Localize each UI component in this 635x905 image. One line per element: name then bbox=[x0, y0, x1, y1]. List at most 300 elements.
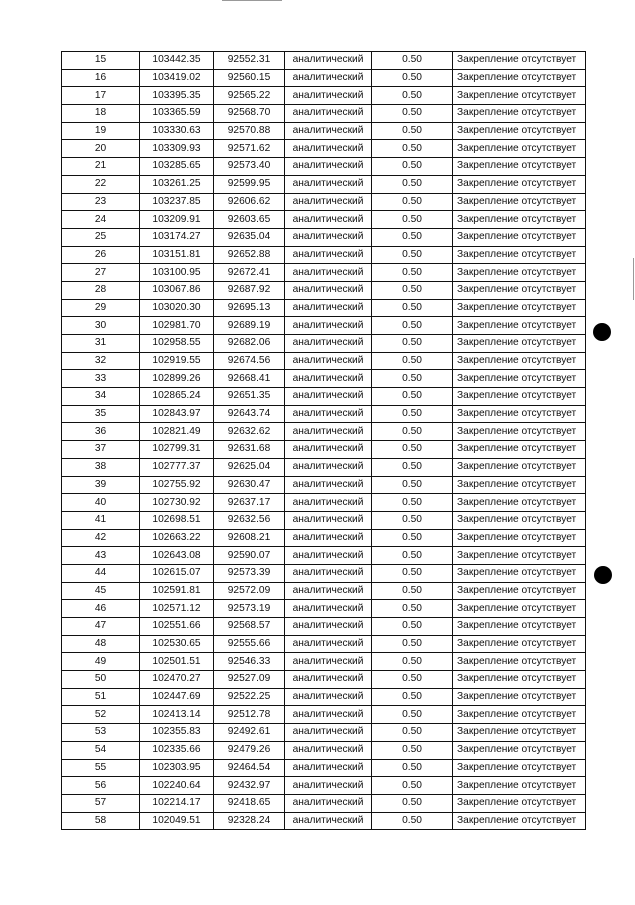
point-number-cell: 32 bbox=[62, 352, 140, 370]
accuracy-cell: 0.50 bbox=[372, 246, 453, 264]
method-cell: аналитический bbox=[285, 370, 372, 388]
accuracy-cell: 0.50 bbox=[372, 547, 453, 565]
fixing-description-cell: Закрепление отсутствует bbox=[453, 175, 586, 193]
fixing-description-cell: Закрепление отсутствует bbox=[453, 706, 586, 724]
method-cell: аналитический bbox=[285, 388, 372, 406]
scan-mark-top bbox=[222, 0, 282, 2]
fixing-description-cell: Закрепление отсутствует bbox=[453, 564, 586, 582]
fixing-description-cell: Закрепление отсутствует bbox=[453, 777, 586, 795]
method-cell: аналитический bbox=[285, 564, 372, 582]
table-row bbox=[62, 476, 586, 494]
x-coordinate-cell: 102958.55 bbox=[140, 335, 214, 353]
method-cell: аналитический bbox=[285, 724, 372, 742]
accuracy-cell: 0.50 bbox=[372, 193, 453, 211]
point-number-cell: 51 bbox=[62, 688, 140, 706]
y-coordinate-cell: 92689.19 bbox=[214, 317, 285, 335]
accuracy-cell: 0.50 bbox=[372, 405, 453, 423]
table-row bbox=[62, 405, 586, 423]
accuracy-cell: 0.50 bbox=[372, 741, 453, 759]
method-cell: аналитический bbox=[285, 511, 372, 529]
point-number-cell: 15 bbox=[62, 52, 140, 70]
x-coordinate-cell: 102214.17 bbox=[140, 794, 214, 812]
method-cell: аналитический bbox=[285, 688, 372, 706]
point-number-cell: 33 bbox=[62, 370, 140, 388]
accuracy-cell: 0.50 bbox=[372, 618, 453, 636]
y-coordinate-cell: 92555.66 bbox=[214, 635, 285, 653]
accuracy-cell: 0.50 bbox=[372, 653, 453, 671]
table-row bbox=[62, 529, 586, 547]
y-coordinate-cell: 92565.22 bbox=[214, 87, 285, 105]
point-number-cell: 21 bbox=[62, 158, 140, 176]
accuracy-cell: 0.50 bbox=[372, 317, 453, 335]
accuracy-cell: 0.50 bbox=[372, 228, 453, 246]
point-number-cell: 17 bbox=[62, 87, 140, 105]
y-coordinate-cell: 92695.13 bbox=[214, 299, 285, 317]
table-row bbox=[62, 193, 586, 211]
table-row bbox=[62, 653, 586, 671]
accuracy-cell: 0.50 bbox=[372, 122, 453, 140]
accuracy-cell: 0.50 bbox=[372, 671, 453, 689]
point-number-cell: 47 bbox=[62, 618, 140, 636]
table-body bbox=[62, 52, 586, 830]
x-coordinate-cell: 102821.49 bbox=[140, 423, 214, 441]
method-cell: аналитический bbox=[285, 405, 372, 423]
x-coordinate-cell: 102643.08 bbox=[140, 547, 214, 565]
fixing-description-cell: Закрепление отсутствует bbox=[453, 299, 586, 317]
y-coordinate-cell: 92570.88 bbox=[214, 122, 285, 140]
table-row bbox=[62, 564, 586, 582]
table-row bbox=[62, 299, 586, 317]
table-row bbox=[62, 600, 586, 618]
table-row bbox=[62, 140, 586, 158]
table-row bbox=[62, 335, 586, 353]
y-coordinate-cell: 92527.09 bbox=[214, 671, 285, 689]
fixing-description-cell: Закрепление отсутствует bbox=[453, 140, 586, 158]
y-coordinate-cell: 92546.33 bbox=[214, 653, 285, 671]
fixing-description-cell: Закрепление отсутствует bbox=[453, 582, 586, 600]
y-coordinate-cell: 92522.25 bbox=[214, 688, 285, 706]
x-coordinate-cell: 102501.51 bbox=[140, 653, 214, 671]
accuracy-cell: 0.50 bbox=[372, 299, 453, 317]
x-coordinate-cell: 103309.93 bbox=[140, 140, 214, 158]
point-number-cell: 30 bbox=[62, 317, 140, 335]
method-cell: аналитический bbox=[285, 441, 372, 459]
y-coordinate-cell: 92573.19 bbox=[214, 600, 285, 618]
table-row bbox=[62, 671, 586, 689]
x-coordinate-cell: 102899.26 bbox=[140, 370, 214, 388]
accuracy-cell: 0.50 bbox=[372, 105, 453, 123]
fixing-description-cell: Закрепление отсутствует bbox=[453, 281, 586, 299]
point-number-cell: 20 bbox=[62, 140, 140, 158]
y-coordinate-cell: 92492.61 bbox=[214, 724, 285, 742]
method-cell: аналитический bbox=[285, 228, 372, 246]
method-cell: аналитический bbox=[285, 777, 372, 795]
fixing-description-cell: Закрепление отсутствует bbox=[453, 370, 586, 388]
y-coordinate-cell: 92418.65 bbox=[214, 794, 285, 812]
y-coordinate-cell: 92599.95 bbox=[214, 175, 285, 193]
fixing-description-cell: Закрепление отсутствует bbox=[453, 388, 586, 406]
method-cell: аналитический bbox=[285, 653, 372, 671]
y-coordinate-cell: 92572.09 bbox=[214, 582, 285, 600]
y-coordinate-cell: 92432.97 bbox=[214, 777, 285, 795]
fixing-description-cell: Закрепление отсутствует bbox=[453, 618, 586, 636]
fixing-description-cell: Закрепление отсутствует bbox=[453, 724, 586, 742]
x-coordinate-cell: 103365.59 bbox=[140, 105, 214, 123]
scan-mark-edge bbox=[633, 258, 634, 300]
fixing-description-cell: Закрепление отсутствует bbox=[453, 335, 586, 353]
fixing-description-cell: Закрепление отсутствует bbox=[453, 688, 586, 706]
table-row bbox=[62, 724, 586, 742]
y-coordinate-cell: 92682.06 bbox=[214, 335, 285, 353]
accuracy-cell: 0.50 bbox=[372, 175, 453, 193]
fixing-description-cell: Закрепление отсутствует bbox=[453, 794, 586, 812]
y-coordinate-cell: 92512.78 bbox=[214, 706, 285, 724]
fixing-description-cell: Закрепление отсутствует bbox=[453, 759, 586, 777]
y-coordinate-cell: 92608.21 bbox=[214, 529, 285, 547]
x-coordinate-cell: 102413.14 bbox=[140, 706, 214, 724]
y-coordinate-cell: 92479.26 bbox=[214, 741, 285, 759]
x-coordinate-cell: 102698.51 bbox=[140, 511, 214, 529]
point-number-cell: 19 bbox=[62, 122, 140, 140]
table-row bbox=[62, 759, 586, 777]
point-number-cell: 28 bbox=[62, 281, 140, 299]
point-number-cell: 24 bbox=[62, 211, 140, 229]
y-coordinate-cell: 92571.62 bbox=[214, 140, 285, 158]
table-row bbox=[62, 281, 586, 299]
fixing-description-cell: Закрепление отсутствует bbox=[453, 494, 586, 512]
x-coordinate-cell: 103442.35 bbox=[140, 52, 214, 70]
x-coordinate-cell: 103100.95 bbox=[140, 264, 214, 282]
accuracy-cell: 0.50 bbox=[372, 777, 453, 795]
fixing-description-cell: Закрепление отсутствует bbox=[453, 193, 586, 211]
accuracy-cell: 0.50 bbox=[372, 52, 453, 70]
accuracy-cell: 0.50 bbox=[372, 724, 453, 742]
fixing-description-cell: Закрепление отсутствует bbox=[453, 441, 586, 459]
point-number-cell: 56 bbox=[62, 777, 140, 795]
accuracy-cell: 0.50 bbox=[372, 87, 453, 105]
method-cell: аналитический bbox=[285, 706, 372, 724]
accuracy-cell: 0.50 bbox=[372, 352, 453, 370]
y-coordinate-cell: 92631.68 bbox=[214, 441, 285, 459]
x-coordinate-cell: 102335.66 bbox=[140, 741, 214, 759]
table-row bbox=[62, 228, 586, 246]
accuracy-cell: 0.50 bbox=[372, 458, 453, 476]
accuracy-cell: 0.50 bbox=[372, 158, 453, 176]
point-number-cell: 22 bbox=[62, 175, 140, 193]
fixing-description-cell: Закрепление отсутствует bbox=[453, 246, 586, 264]
method-cell: аналитический bbox=[285, 317, 372, 335]
y-coordinate-cell: 92651.35 bbox=[214, 388, 285, 406]
method-cell: аналитический bbox=[285, 618, 372, 636]
point-number-cell: 23 bbox=[62, 193, 140, 211]
accuracy-cell: 0.50 bbox=[372, 423, 453, 441]
y-coordinate-cell: 92652.88 bbox=[214, 246, 285, 264]
table-row bbox=[62, 52, 586, 70]
y-coordinate-cell: 92635.04 bbox=[214, 228, 285, 246]
method-cell: аналитический bbox=[285, 741, 372, 759]
table-row bbox=[62, 388, 586, 406]
point-number-cell: 34 bbox=[62, 388, 140, 406]
table-row bbox=[62, 494, 586, 512]
method-cell: аналитический bbox=[285, 671, 372, 689]
method-cell: аналитический bbox=[285, 52, 372, 70]
point-number-cell: 55 bbox=[62, 759, 140, 777]
method-cell: аналитический bbox=[285, 122, 372, 140]
accuracy-cell: 0.50 bbox=[372, 564, 453, 582]
fixing-description-cell: Закрепление отсутствует bbox=[453, 317, 586, 335]
fixing-description-cell: Закрепление отсутствует bbox=[453, 52, 586, 70]
fixing-description-cell: Закрепление отсутствует bbox=[453, 635, 586, 653]
point-number-cell: 36 bbox=[62, 423, 140, 441]
method-cell: аналитический bbox=[285, 458, 372, 476]
fixing-description-cell: Закрепление отсутствует bbox=[453, 653, 586, 671]
table-row bbox=[62, 812, 586, 830]
point-number-cell: 35 bbox=[62, 405, 140, 423]
x-coordinate-cell: 102843.97 bbox=[140, 405, 214, 423]
x-coordinate-cell: 103285.65 bbox=[140, 158, 214, 176]
method-cell: аналитический bbox=[285, 299, 372, 317]
x-coordinate-cell: 103209.91 bbox=[140, 211, 214, 229]
y-coordinate-cell: 92328.24 bbox=[214, 812, 285, 830]
x-coordinate-cell: 103237.85 bbox=[140, 193, 214, 211]
point-number-cell: 58 bbox=[62, 812, 140, 830]
table-row bbox=[62, 618, 586, 636]
x-coordinate-cell: 102530.65 bbox=[140, 635, 214, 653]
x-coordinate-cell: 103151.81 bbox=[140, 246, 214, 264]
x-coordinate-cell: 102240.64 bbox=[140, 777, 214, 795]
accuracy-cell: 0.50 bbox=[372, 441, 453, 459]
method-cell: аналитический bbox=[285, 352, 372, 370]
x-coordinate-cell: 102981.70 bbox=[140, 317, 214, 335]
point-number-cell: 45 bbox=[62, 582, 140, 600]
method-cell: аналитический bbox=[285, 635, 372, 653]
point-number-cell: 18 bbox=[62, 105, 140, 123]
method-cell: аналитический bbox=[285, 494, 372, 512]
fixing-description-cell: Закрепление отсутствует bbox=[453, 105, 586, 123]
point-number-cell: 52 bbox=[62, 706, 140, 724]
point-number-cell: 25 bbox=[62, 228, 140, 246]
fixing-description-cell: Закрепление отсутствует bbox=[453, 741, 586, 759]
table-row bbox=[62, 122, 586, 140]
method-cell: аналитический bbox=[285, 140, 372, 158]
fixing-description-cell: Закрепление отсутствует bbox=[453, 158, 586, 176]
accuracy-cell: 0.50 bbox=[372, 529, 453, 547]
x-coordinate-cell: 103395.35 bbox=[140, 87, 214, 105]
punch-hole-mark bbox=[594, 566, 612, 584]
accuracy-cell: 0.50 bbox=[372, 211, 453, 229]
table-row bbox=[62, 706, 586, 724]
x-coordinate-cell: 102551.66 bbox=[140, 618, 214, 636]
x-coordinate-cell: 102355.83 bbox=[140, 724, 214, 742]
x-coordinate-cell: 103419.02 bbox=[140, 69, 214, 87]
method-cell: аналитический bbox=[285, 759, 372, 777]
accuracy-cell: 0.50 bbox=[372, 794, 453, 812]
table-row bbox=[62, 777, 586, 795]
method-cell: аналитический bbox=[285, 582, 372, 600]
point-number-cell: 57 bbox=[62, 794, 140, 812]
x-coordinate-cell: 102919.55 bbox=[140, 352, 214, 370]
point-number-cell: 16 bbox=[62, 69, 140, 87]
accuracy-cell: 0.50 bbox=[372, 706, 453, 724]
x-coordinate-cell: 102571.12 bbox=[140, 600, 214, 618]
y-coordinate-cell: 92552.31 bbox=[214, 52, 285, 70]
accuracy-cell: 0.50 bbox=[372, 635, 453, 653]
y-coordinate-cell: 92573.40 bbox=[214, 158, 285, 176]
accuracy-cell: 0.50 bbox=[372, 812, 453, 830]
accuracy-cell: 0.50 bbox=[372, 388, 453, 406]
fixing-description-cell: Закрепление отсутствует bbox=[453, 264, 586, 282]
accuracy-cell: 0.50 bbox=[372, 140, 453, 158]
y-coordinate-cell: 92632.56 bbox=[214, 511, 285, 529]
fixing-description-cell: Закрепление отсутствует bbox=[453, 228, 586, 246]
x-coordinate-cell: 102663.22 bbox=[140, 529, 214, 547]
x-coordinate-cell: 103261.25 bbox=[140, 175, 214, 193]
accuracy-cell: 0.50 bbox=[372, 494, 453, 512]
x-coordinate-cell: 103067.86 bbox=[140, 281, 214, 299]
fixing-description-cell: Закрепление отсутствует bbox=[453, 529, 586, 547]
table-row bbox=[62, 87, 586, 105]
point-number-cell: 31 bbox=[62, 335, 140, 353]
accuracy-cell: 0.50 bbox=[372, 759, 453, 777]
table-row bbox=[62, 105, 586, 123]
method-cell: аналитический bbox=[285, 158, 372, 176]
fixing-description-cell: Закрепление отсутствует bbox=[453, 87, 586, 105]
y-coordinate-cell: 92687.92 bbox=[214, 281, 285, 299]
accuracy-cell: 0.50 bbox=[372, 600, 453, 618]
point-number-cell: 44 bbox=[62, 564, 140, 582]
fixing-description-cell: Закрепление отсутствует bbox=[453, 476, 586, 494]
table-row bbox=[62, 352, 586, 370]
point-number-cell: 26 bbox=[62, 246, 140, 264]
table-row bbox=[62, 511, 586, 529]
point-number-cell: 29 bbox=[62, 299, 140, 317]
table-row bbox=[62, 69, 586, 87]
point-number-cell: 27 bbox=[62, 264, 140, 282]
point-number-cell: 43 bbox=[62, 547, 140, 565]
accuracy-cell: 0.50 bbox=[372, 281, 453, 299]
y-coordinate-cell: 92643.74 bbox=[214, 405, 285, 423]
method-cell: аналитический bbox=[285, 69, 372, 87]
accuracy-cell: 0.50 bbox=[372, 582, 453, 600]
table-row bbox=[62, 458, 586, 476]
punch-hole-mark bbox=[593, 323, 611, 341]
y-coordinate-cell: 92464.54 bbox=[214, 759, 285, 777]
y-coordinate-cell: 92637.17 bbox=[214, 494, 285, 512]
x-coordinate-cell: 102755.92 bbox=[140, 476, 214, 494]
x-coordinate-cell: 102799.31 bbox=[140, 441, 214, 459]
method-cell: аналитический bbox=[285, 547, 372, 565]
point-number-cell: 53 bbox=[62, 724, 140, 742]
table-row bbox=[62, 688, 586, 706]
method-cell: аналитический bbox=[285, 281, 372, 299]
y-coordinate-cell: 92603.65 bbox=[214, 211, 285, 229]
y-coordinate-cell: 92568.57 bbox=[214, 618, 285, 636]
table-row bbox=[62, 264, 586, 282]
point-number-cell: 48 bbox=[62, 635, 140, 653]
table-row bbox=[62, 582, 586, 600]
x-coordinate-cell: 102447.69 bbox=[140, 688, 214, 706]
method-cell: аналитический bbox=[285, 529, 372, 547]
x-coordinate-cell: 102730.92 bbox=[140, 494, 214, 512]
x-coordinate-cell: 103174.27 bbox=[140, 228, 214, 246]
point-number-cell: 49 bbox=[62, 653, 140, 671]
method-cell: аналитический bbox=[285, 175, 372, 193]
accuracy-cell: 0.50 bbox=[372, 511, 453, 529]
x-coordinate-cell: 102470.27 bbox=[140, 671, 214, 689]
point-number-cell: 40 bbox=[62, 494, 140, 512]
fixing-description-cell: Закрепление отсутствует bbox=[453, 423, 586, 441]
y-coordinate-cell: 92573.39 bbox=[214, 564, 285, 582]
y-coordinate-cell: 92560.15 bbox=[214, 69, 285, 87]
method-cell: аналитический bbox=[285, 105, 372, 123]
table-row bbox=[62, 547, 586, 565]
method-cell: аналитический bbox=[285, 211, 372, 229]
method-cell: аналитический bbox=[285, 423, 372, 441]
table-row bbox=[62, 794, 586, 812]
table-row bbox=[62, 175, 586, 193]
method-cell: аналитический bbox=[285, 335, 372, 353]
table-row bbox=[62, 317, 586, 335]
table-row bbox=[62, 423, 586, 441]
x-coordinate-cell: 103330.63 bbox=[140, 122, 214, 140]
method-cell: аналитический bbox=[285, 812, 372, 830]
y-coordinate-cell: 92672.41 bbox=[214, 264, 285, 282]
fixing-description-cell: Закрепление отсутствует bbox=[453, 122, 586, 140]
fixing-description-cell: Закрепление отсутствует bbox=[453, 458, 586, 476]
y-coordinate-cell: 92625.04 bbox=[214, 458, 285, 476]
method-cell: аналитический bbox=[285, 246, 372, 264]
x-coordinate-cell: 102777.37 bbox=[140, 458, 214, 476]
point-number-cell: 50 bbox=[62, 671, 140, 689]
method-cell: аналитический bbox=[285, 794, 372, 812]
table-row bbox=[62, 158, 586, 176]
accuracy-cell: 0.50 bbox=[372, 69, 453, 87]
table-row bbox=[62, 370, 586, 388]
y-coordinate-cell: 92606.62 bbox=[214, 193, 285, 211]
x-coordinate-cell: 102591.81 bbox=[140, 582, 214, 600]
y-coordinate-cell: 92632.62 bbox=[214, 423, 285, 441]
x-coordinate-cell: 102303.95 bbox=[140, 759, 214, 777]
fixing-description-cell: Закрепление отсутствует bbox=[453, 600, 586, 618]
accuracy-cell: 0.50 bbox=[372, 476, 453, 494]
x-coordinate-cell: 102615.07 bbox=[140, 564, 214, 582]
point-number-cell: 39 bbox=[62, 476, 140, 494]
fixing-description-cell: Закрепление отсутствует bbox=[453, 511, 586, 529]
point-number-cell: 37 bbox=[62, 441, 140, 459]
y-coordinate-cell: 92630.47 bbox=[214, 476, 285, 494]
fixing-description-cell: Закрепление отсутствует bbox=[453, 547, 586, 565]
point-number-cell: 41 bbox=[62, 511, 140, 529]
method-cell: аналитический bbox=[285, 476, 372, 494]
table-row bbox=[62, 441, 586, 459]
fixing-description-cell: Закрепление отсутствует bbox=[453, 812, 586, 830]
point-number-cell: 46 bbox=[62, 600, 140, 618]
accuracy-cell: 0.50 bbox=[372, 335, 453, 353]
table-row bbox=[62, 741, 586, 759]
point-number-cell: 38 bbox=[62, 458, 140, 476]
fixing-description-cell: Закрепление отсутствует bbox=[453, 405, 586, 423]
method-cell: аналитический bbox=[285, 87, 372, 105]
y-coordinate-cell: 92568.70 bbox=[214, 105, 285, 123]
y-coordinate-cell: 92590.07 bbox=[214, 547, 285, 565]
table-row bbox=[62, 635, 586, 653]
x-coordinate-cell: 102049.51 bbox=[140, 812, 214, 830]
table-row bbox=[62, 246, 586, 264]
point-number-cell: 42 bbox=[62, 529, 140, 547]
accuracy-cell: 0.50 bbox=[372, 264, 453, 282]
accuracy-cell: 0.50 bbox=[372, 370, 453, 388]
method-cell: аналитический bbox=[285, 264, 372, 282]
